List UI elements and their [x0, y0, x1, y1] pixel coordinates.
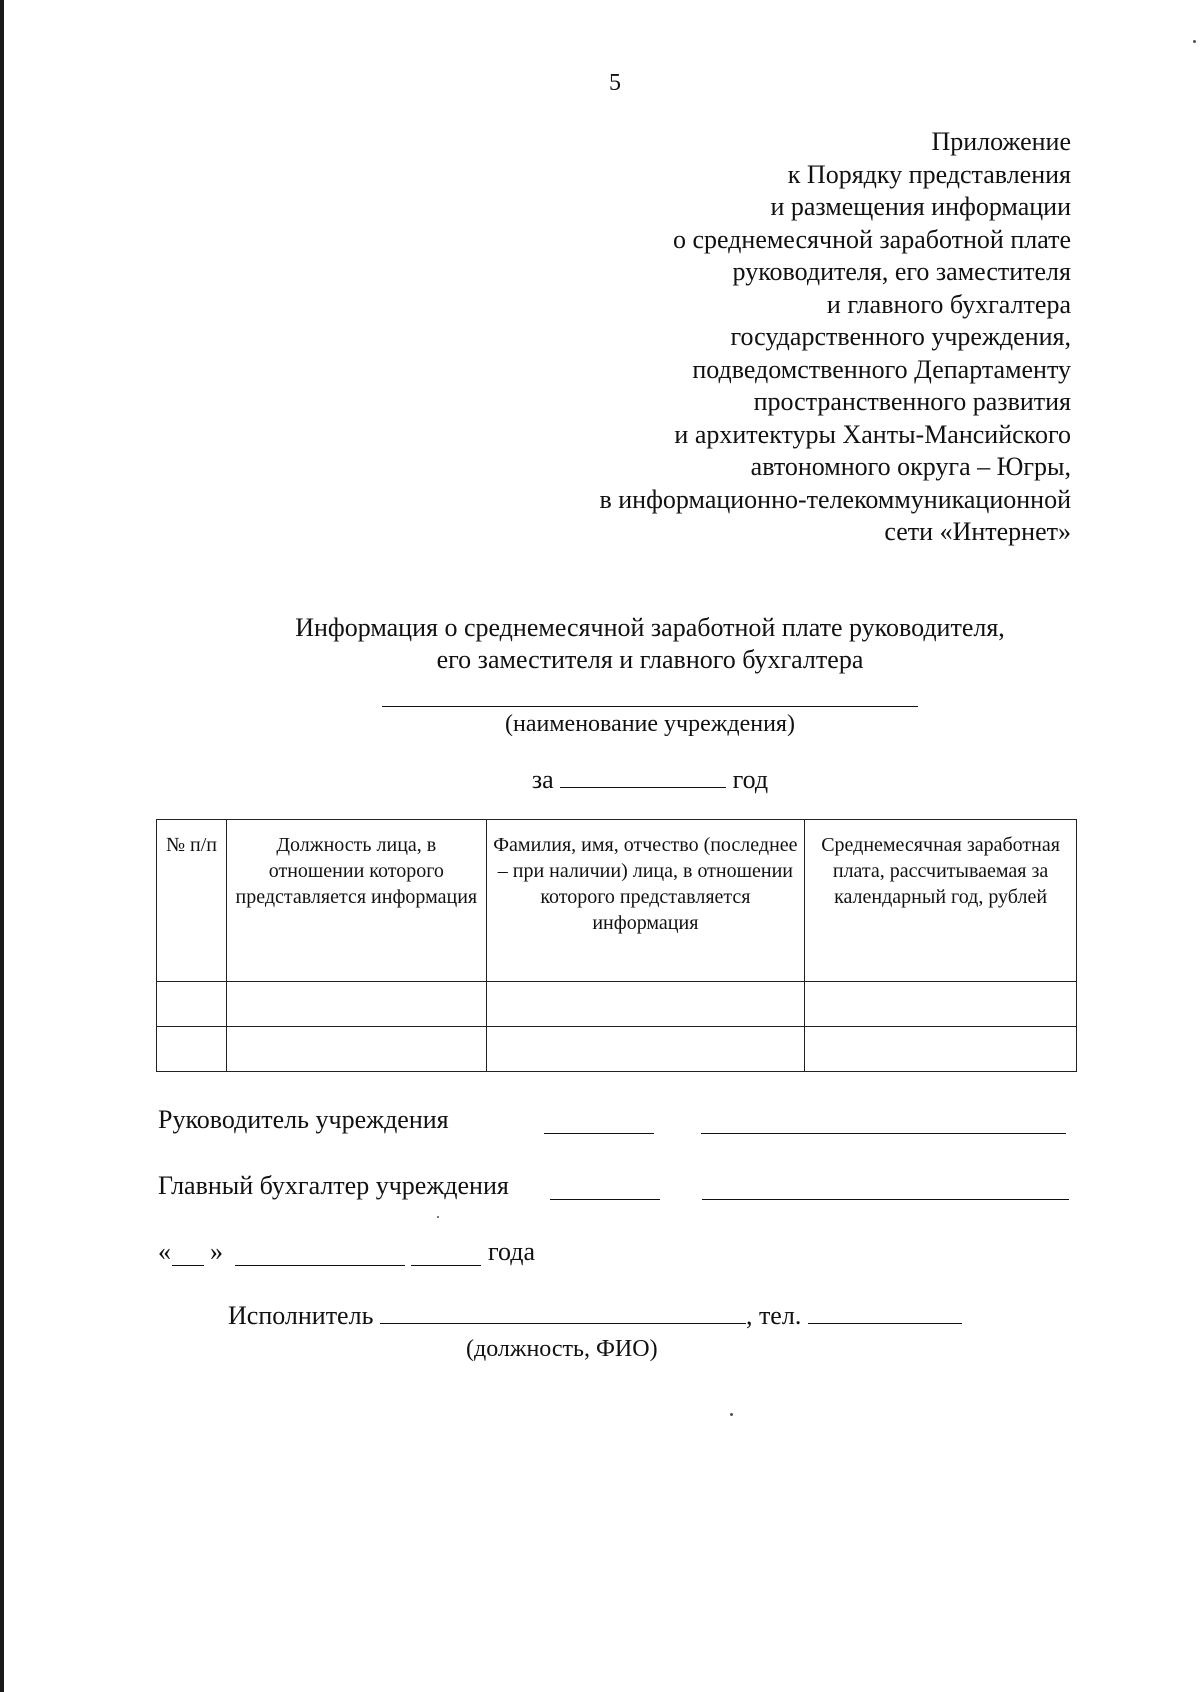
- title-line: его заместителя и главного бухгалтера: [436, 645, 864, 674]
- executor-caption: (должность, ФИО): [466, 1336, 658, 1362]
- table-cell: [157, 1027, 227, 1072]
- accountant-signature-blank: [550, 1199, 660, 1200]
- month-blank: [235, 1265, 405, 1266]
- head-signature-blank: [544, 1133, 654, 1134]
- executor-name-blank: [380, 1322, 746, 1324]
- salary-table: [156, 819, 1077, 1072]
- phone-label: , тел.: [745, 1301, 802, 1330]
- table-cell: [226, 1027, 486, 1072]
- appendix-line: в информационно-телекоммуникационной: [599, 484, 1071, 514]
- appendix-line: Приложение: [931, 127, 1071, 156]
- appendix-line: и главного бухгалтера: [826, 289, 1071, 319]
- table-cell: [805, 982, 1077, 1027]
- head-label: Руководитель учреждения: [158, 1105, 449, 1134]
- header-position: Должность лица, в отношении которого представляется информация: [226, 820, 486, 982]
- appendix-line: и архитектуры Ханты-Мансийского: [674, 419, 1071, 449]
- table-cell: [226, 982, 486, 1027]
- phone-blank: [808, 1322, 962, 1324]
- document-title: [0, 612, 1200, 676]
- appendix-line: к Порядку представления: [787, 159, 1071, 189]
- day-blank: [172, 1265, 204, 1266]
- appendix-line: сети «Интернет»: [884, 517, 1071, 546]
- table-row: [157, 982, 1077, 1027]
- date-suffix: года: [488, 1237, 536, 1266]
- table-cell: [486, 1027, 805, 1072]
- header-full-name: Фамилия, имя, отчество (последнее – при наличии) лица, в отношении которого представляется информация: [486, 820, 805, 982]
- executor-row: [228, 1301, 988, 1333]
- accountant-name-blank: [702, 1199, 1069, 1200]
- appendix-line: и размещения информации: [770, 192, 1071, 221]
- title-line: Информация о среднемесячной заработной плате руководителя,: [295, 613, 1005, 642]
- table-header-row: [157, 820, 1077, 982]
- year-prefix: за: [531, 765, 554, 794]
- appendix-line: автономного округа – Югры,: [750, 452, 1071, 481]
- page-number: 5: [609, 70, 621, 96]
- appendix-line: руководителя, его заместителя: [732, 257, 1071, 286]
- date-close-quote: »: [210, 1237, 223, 1266]
- organization-name-blank: [382, 706, 918, 707]
- appendix-line: подведомственного Департаменту: [692, 354, 1071, 384]
- table-row: [157, 1027, 1077, 1072]
- header-salary: Среднемесячная заработная плата, рассчитываемая за календарный год, рублей: [805, 820, 1077, 982]
- head-signature-row: [158, 1105, 1078, 1137]
- scan-edge: [0, 0, 4, 1692]
- head-name-blank: [701, 1133, 1066, 1134]
- header-number: № п/п: [157, 820, 227, 982]
- table-cell: [805, 1027, 1077, 1072]
- year-suffix: год: [732, 765, 769, 794]
- appendix-line: о среднемесячной заработной плате: [672, 224, 1071, 254]
- appendix-line: пространственного развития: [753, 387, 1071, 416]
- executor-label: Исполнитель: [228, 1301, 374, 1330]
- scan-speck: [730, 1413, 733, 1416]
- date-open-quote: «: [158, 1237, 171, 1266]
- year-line: [0, 765, 1200, 795]
- organization-caption: (наименование учреждения): [505, 711, 795, 737]
- accountant-signature-row: [158, 1171, 1078, 1203]
- appendix-line: государственного учреждения,: [730, 322, 1071, 351]
- year-blank: [560, 786, 726, 788]
- table-cell: [486, 982, 805, 1027]
- appendix-header: [371, 126, 1071, 549]
- accountant-label: Главный бухгалтер учреждения: [158, 1171, 509, 1200]
- scan-speck: [437, 1216, 439, 1218]
- date-row: [158, 1237, 658, 1269]
- scan-speck: [1193, 40, 1196, 43]
- table-cell: [157, 982, 227, 1027]
- year-short-blank: [411, 1265, 481, 1266]
